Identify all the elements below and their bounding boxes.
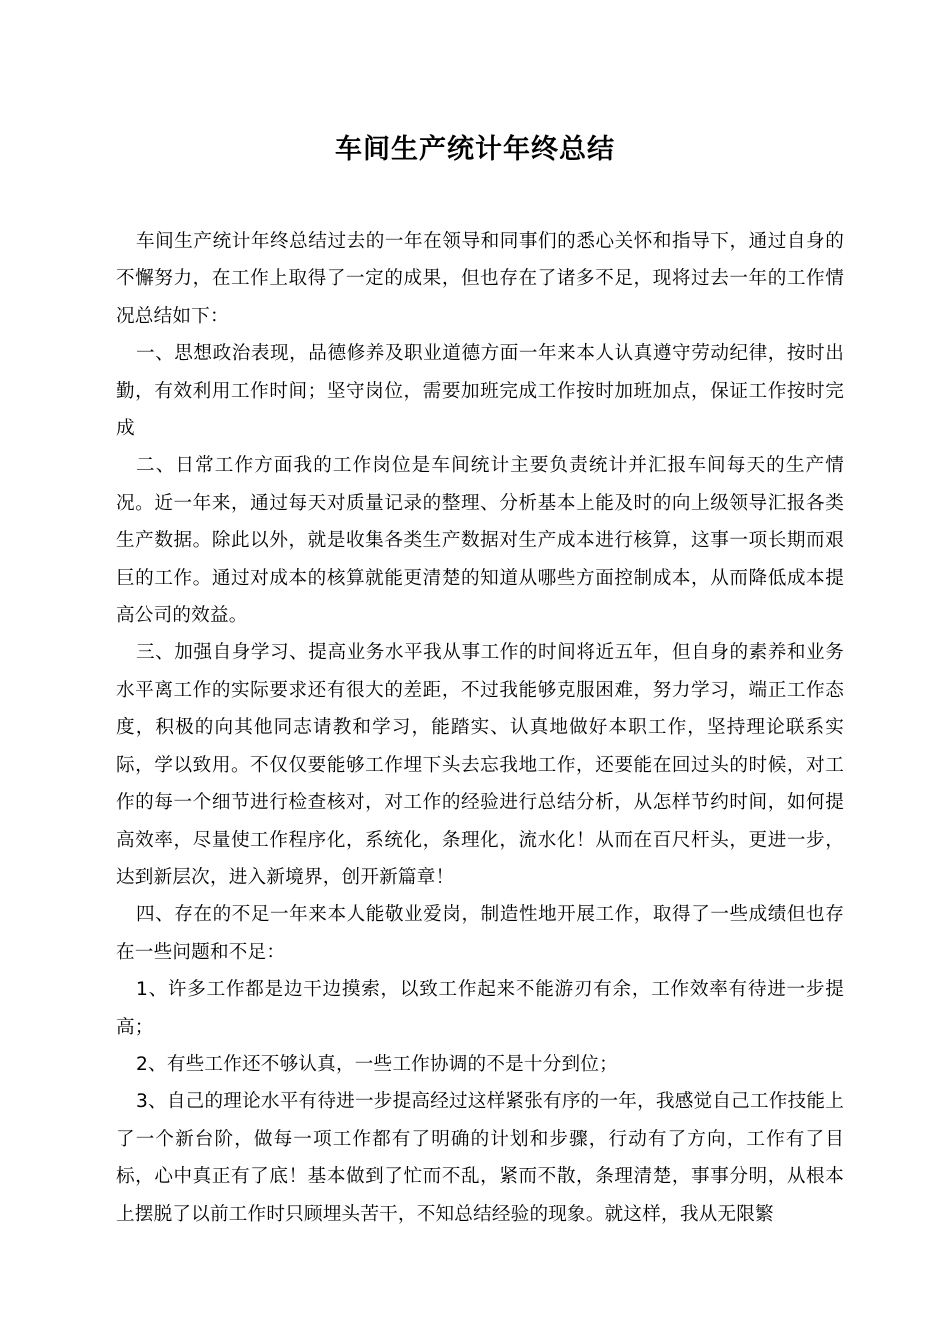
document-body [116, 223, 844, 1233]
paragraph-intro: 车间生产统计年终总结过去的一年在领导和同事们的悉心关怀和指导下，通过自身的不懈努力，在工作上取得了一定的成果，但也存在了诸多不足，现将过去一年的工作情况总结如下： [116, 231, 844, 327]
document-title: 车间生产统计年终总结 [335, 134, 615, 165]
paragraph-item-1: 1、许多工作都是边干边摸索，以致工作起来不能游刃有余，工作效率有待进一步提高； [116, 979, 844, 1038]
paragraph-item-3: 3、自己的理论水平有待进一步提高经过这样紧张有序的一年，我感觉自己工作技能上了一个新台阶，做每一项工作都有了明确的计划和步骤，行动有了方向，工作有了目标，心中真正有了底！基本做到了忙而不乱，紧而不散，条理清楚，事事分明，从根本上摆脱了以前工作时只顾埋头苦干，不知总结经验的现象。就这样，我从无限繁 [116, 1091, 844, 1225]
paragraph-section-2: 二、日常工作方面我的工作岗位是车间统计主要负责统计并汇报车间每天的生产情况。近一年来，通过每天对质量记录的整理、分析基本上能及时的向上级领导汇报各类生产数据。除此以外，就是收集各类生产数据对生产成本进行核算，这事一项长期而艰巨的工作。通过对成本的核算就能更清楚的知道从哪些方面控制成本，从而降低成本提高公司的效益。 [116, 455, 844, 627]
paragraph-section-4: 四、存在的不足一年来本人能敬业爱岗，制造性地开展工作，取得了一些成绩但也存在一些问题和不足： [116, 904, 844, 963]
paragraph-section-1: 一、思想政治表现，品德修养及职业道德方面一年来本人认真遵守劳动纪律，按时出勤，有效利用工作时间；坚守岗位，需要加班完成工作按时加班加点，保证工作按时完成 [116, 343, 844, 440]
paragraph-item-2: 2、有些工作还不够认真，一些工作协调的不是十分到位； [136, 1053, 618, 1075]
paragraph-section-3: 三、加强自身学习、提高业务水平我从事工作的时间将近五年，但自身的素养和业务水平离工作的实际要求还有很大的差距，不过我能够克服困难，努力学习，端正工作态度，积极的向其他同志请教和学习，能踏实、认真地做好本职工作，坚持理论联系实际，学以致用。不仅仅要能够工作埋下头去忘我地工作，还要能在回过头的时候，对工作的每一个细节进行检查核对，对工作的经验进行总结分析，从怎样节约时间，如何提高效率，尽量使工作程序化，系统化，条理化，流水化！从而在百尺杆头，更进一步，达到新层次，进入新境界，创开新篇章！ [116, 642, 844, 888]
